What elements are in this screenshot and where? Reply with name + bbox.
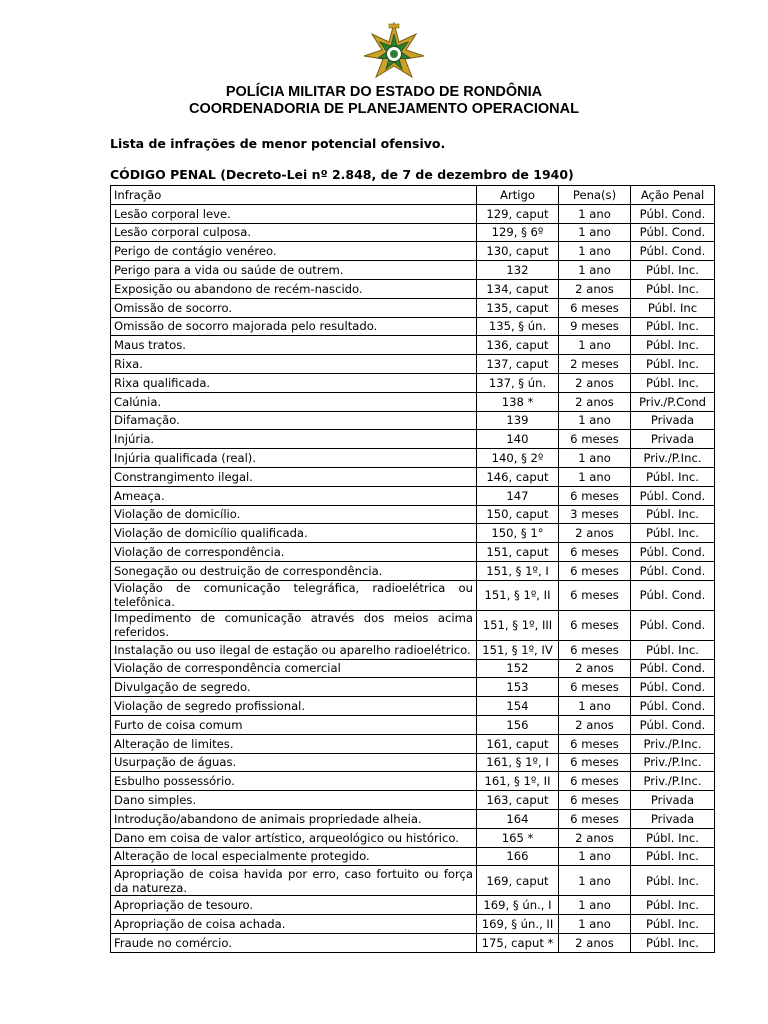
- cell-acao-penal: Públ. Cond.: [631, 543, 715, 562]
- cell-artigo: 169, § ún., II: [477, 915, 559, 934]
- table-row: [111, 261, 715, 280]
- column-header-pena: Pena(s): [559, 186, 631, 205]
- cell-artigo: 135, § ún.: [477, 317, 559, 336]
- cell-pena: 6 meses: [559, 486, 631, 505]
- cell-pena: 1 ano: [559, 697, 631, 716]
- cell-acao-penal: Priv./P.Inc.: [631, 753, 715, 772]
- cell-infracao: Calúnia.: [111, 392, 477, 411]
- cell-infracao: Furto de coisa comum: [111, 715, 477, 734]
- cell-infracao: Apropriação de coisa havida por erro, caso fortuito ou força da natureza.: [111, 866, 477, 896]
- cell-infracao: Violação de comunicação telegráfica, radioelétrica ou telefônica.: [111, 580, 477, 610]
- cell-pena: 2 anos: [559, 373, 631, 392]
- cell-acao-penal: Públ. Cond.: [631, 561, 715, 580]
- table-row: [111, 467, 715, 486]
- cell-artigo: 153: [477, 678, 559, 697]
- cell-acao-penal: Públ. Inc.: [631, 915, 715, 934]
- cell-pena: 1 ano: [559, 449, 631, 468]
- cell-acao-penal: Públ. Cond.: [631, 697, 715, 716]
- cell-pena: 9 meses: [559, 317, 631, 336]
- cell-pena: 2 anos: [559, 279, 631, 298]
- table-row: [111, 355, 715, 374]
- cell-acao-penal: Públ. Inc.: [631, 896, 715, 915]
- cell-pena: 2 meses: [559, 355, 631, 374]
- cell-pena: 6 meses: [559, 298, 631, 317]
- cell-pena: 6 meses: [559, 580, 631, 610]
- cell-pena: 6 meses: [559, 772, 631, 791]
- cell-infracao: Violação de domicílio qualificada.: [111, 524, 477, 543]
- cell-artigo: 129, § 6º: [477, 223, 559, 242]
- cell-pena: 2 anos: [559, 715, 631, 734]
- cell-artigo: 146, caput: [477, 467, 559, 486]
- cell-acao-penal: Priv./P.Cond: [631, 392, 715, 411]
- cell-pena: 1 ano: [559, 242, 631, 261]
- cell-infracao: Introdução/abandono de animais propriedade alheia.: [111, 809, 477, 828]
- cell-artigo: 151, § 1º, III: [477, 610, 559, 640]
- cell-acao-penal: Públ. Inc.: [631, 828, 715, 847]
- cell-acao-penal: Públ. Cond.: [631, 242, 715, 261]
- cell-infracao: Rixa.: [111, 355, 477, 374]
- cell-pena: 1 ano: [559, 866, 631, 896]
- cell-acao-penal: Privada: [631, 809, 715, 828]
- table-row: [111, 828, 715, 847]
- cell-artigo: 151, § 1º, I: [477, 561, 559, 580]
- table-row: [111, 772, 715, 791]
- cell-infracao: Apropriação de tesouro.: [111, 896, 477, 915]
- cell-artigo: 164: [477, 809, 559, 828]
- cell-acao-penal: Públ. Inc.: [631, 317, 715, 336]
- cell-artigo: 156: [477, 715, 559, 734]
- cell-artigo: 137, § ún.: [477, 373, 559, 392]
- table-row: [111, 392, 715, 411]
- table-row: [111, 753, 715, 772]
- cell-pena: 1 ano: [559, 204, 631, 223]
- infractions-table: [110, 185, 715, 953]
- table-row: [111, 223, 715, 242]
- cell-acao-penal: Públ. Cond.: [631, 486, 715, 505]
- cell-pena: 1 ano: [559, 467, 631, 486]
- cell-infracao: Injúria.: [111, 430, 477, 449]
- cell-acao-penal: Públ. Inc.: [631, 866, 715, 896]
- cell-infracao: Injúria qualificada (real).: [111, 449, 477, 468]
- cell-infracao: Lesão corporal culposa.: [111, 223, 477, 242]
- table-row: [111, 659, 715, 678]
- cell-acao-penal: Públ. Cond.: [631, 204, 715, 223]
- table-row: [111, 915, 715, 934]
- cell-pena: 6 meses: [559, 678, 631, 697]
- column-header-artigo: Artigo: [477, 186, 559, 205]
- cell-infracao: Alteração de local especialmente protegido.: [111, 847, 477, 866]
- table-row: [111, 734, 715, 753]
- cell-pena: 6 meses: [559, 561, 631, 580]
- table-row: [111, 373, 715, 392]
- cell-pena: 2 anos: [559, 933, 631, 952]
- cell-pena: 1 ano: [559, 336, 631, 355]
- cell-acao-penal: Públ. Cond.: [631, 678, 715, 697]
- table-row: [111, 317, 715, 336]
- cell-acao-penal: Públ. Inc.: [631, 279, 715, 298]
- cell-artigo: 135, caput: [477, 298, 559, 317]
- column-header-infracao: Infração: [111, 186, 477, 205]
- cell-pena: 2 anos: [559, 828, 631, 847]
- table-row: [111, 678, 715, 697]
- cell-pena: 6 meses: [559, 430, 631, 449]
- table-row: [111, 430, 715, 449]
- cell-pena: 1 ano: [559, 411, 631, 430]
- cell-infracao: Violação de segredo profissional.: [111, 697, 477, 716]
- cell-infracao: Esbulho possessório.: [111, 772, 477, 791]
- cell-infracao: Violação de correspondência.: [111, 543, 477, 562]
- cell-acao-penal: Priv./P.Inc.: [631, 772, 715, 791]
- table-row: [111, 524, 715, 543]
- cell-pena: 2 anos: [559, 392, 631, 411]
- cell-acao-penal: Públ. Inc.: [631, 336, 715, 355]
- cell-acao-penal: Públ. Inc.: [631, 847, 715, 866]
- cell-pena: 1 ano: [559, 223, 631, 242]
- cell-pena: 6 meses: [559, 610, 631, 640]
- cell-acao-penal: Públ. Inc.: [631, 467, 715, 486]
- cell-artigo: 140: [477, 430, 559, 449]
- cell-artigo: 166: [477, 847, 559, 866]
- table-row: [111, 791, 715, 810]
- cell-infracao: Sonegação ou destruição de correspondência.: [111, 561, 477, 580]
- cell-artigo: 165 *: [477, 828, 559, 847]
- cell-infracao: Dano simples.: [111, 791, 477, 810]
- table-row: [111, 543, 715, 562]
- table-row: [111, 610, 715, 640]
- cell-infracao: Maus tratos.: [111, 336, 477, 355]
- column-header-acao-penal: Ação Penal: [631, 186, 715, 205]
- cell-acao-penal: Públ. Inc.: [631, 640, 715, 659]
- cell-artigo: 161, caput: [477, 734, 559, 753]
- table-row: [111, 449, 715, 468]
- list-subtitle: Lista de infrações de menor potencial ofensivo.: [110, 136, 446, 151]
- cell-pena: 6 meses: [559, 809, 631, 828]
- table-row: [111, 640, 715, 659]
- table-row: [111, 505, 715, 524]
- cell-infracao: Perigo de contágio venéreo.: [111, 242, 477, 261]
- header-line-2: COORDENADORIA DE PLANEJAMENTO OPERACIONAL: [189, 101, 579, 117]
- cell-infracao: Alteração de limites.: [111, 734, 477, 753]
- cell-infracao: Violação de domicílio.: [111, 505, 477, 524]
- table-row: [111, 715, 715, 734]
- table-row: [111, 242, 715, 261]
- table-row: [111, 580, 715, 610]
- cell-acao-penal: Públ. Cond.: [631, 659, 715, 678]
- cell-acao-penal: Privada: [631, 430, 715, 449]
- cell-acao-penal: Públ. Cond.: [631, 223, 715, 242]
- cell-infracao: Omissão de socorro majorada pelo resultado.: [111, 317, 477, 336]
- cell-infracao: Apropriação de coisa achada.: [111, 915, 477, 934]
- cell-pena: 3 meses: [559, 505, 631, 524]
- cell-artigo: 137, caput: [477, 355, 559, 374]
- table-row: [111, 896, 715, 915]
- cell-artigo: 151, caput: [477, 543, 559, 562]
- cell-acao-penal: Públ. Inc.: [631, 373, 715, 392]
- cell-artigo: 138 *: [477, 392, 559, 411]
- cell-pena: 1 ano: [559, 847, 631, 866]
- cell-pena: 1 ano: [559, 915, 631, 934]
- cell-artigo: 150, § 1°: [477, 524, 559, 543]
- table-header-row: [111, 186, 715, 205]
- table-row: [111, 298, 715, 317]
- cell-infracao: Omissão de socorro.: [111, 298, 477, 317]
- cell-artigo: 136, caput: [477, 336, 559, 355]
- table-row: [111, 411, 715, 430]
- cell-artigo: 175, caput *: [477, 933, 559, 952]
- document-header: [0, 84, 768, 118]
- header-line-1: POLÍCIA MILITAR DO ESTADO DE RONDÔNIA: [225, 84, 543, 100]
- cell-infracao: Impedimento de comunicação através dos meios acima referidos.: [111, 610, 477, 640]
- cell-acao-penal: Públ. Inc.: [631, 355, 715, 374]
- cell-acao-penal: Priv./P.Inc.: [631, 734, 715, 753]
- cell-artigo: 140, § 2º: [477, 449, 559, 468]
- cell-acao-penal: Públ. Inc.: [631, 505, 715, 524]
- cell-infracao: Constrangimento ilegal.: [111, 467, 477, 486]
- table-row: [111, 336, 715, 355]
- table-row: [111, 204, 715, 223]
- section-title: CÓDIGO PENAL (Decreto-Lei nº 2.848, de 7 de dezembro de 1940): [110, 167, 574, 182]
- cell-artigo: 161, § 1º, II: [477, 772, 559, 791]
- cell-pena: 6 meses: [559, 640, 631, 659]
- cell-artigo: 152: [477, 659, 559, 678]
- cell-artigo: 130, caput: [477, 242, 559, 261]
- cell-acao-penal: Públ. Cond.: [631, 610, 715, 640]
- cell-pena: 6 meses: [559, 753, 631, 772]
- cell-acao-penal: Públ. Inc: [631, 298, 715, 317]
- cell-infracao: Difamação.: [111, 411, 477, 430]
- cell-infracao: Dano em coisa de valor artístico, arqueológico ou histórico.: [111, 828, 477, 847]
- cell-acao-penal: Públ. Inc.: [631, 261, 715, 280]
- cell-artigo: 169, caput: [477, 866, 559, 896]
- cell-infracao: Fraude no comércio.: [111, 933, 477, 952]
- cell-pena: 2 anos: [559, 524, 631, 543]
- cell-infracao: Lesão corporal leve.: [111, 204, 477, 223]
- table-row: [111, 561, 715, 580]
- cell-infracao: Usurpação de águas.: [111, 753, 477, 772]
- table-row: [111, 279, 715, 298]
- cell-acao-penal: Públ. Cond.: [631, 580, 715, 610]
- cell-pena: 6 meses: [559, 734, 631, 753]
- cell-artigo: 169, § ún., I: [477, 896, 559, 915]
- cell-infracao: Perigo para a vida ou saúde de outrem.: [111, 261, 477, 280]
- cell-artigo: 132: [477, 261, 559, 280]
- cell-infracao: Instalação ou uso ilegal de estação ou aparelho radioelétrico.: [111, 640, 477, 659]
- cell-artigo: 151, § 1º, IV: [477, 640, 559, 659]
- table-row: [111, 809, 715, 828]
- cell-artigo: 134, caput: [477, 279, 559, 298]
- cell-infracao: Violação de correspondência comercial: [111, 659, 477, 678]
- cell-acao-penal: Públ. Cond.: [631, 715, 715, 734]
- cell-artigo: 147: [477, 486, 559, 505]
- cell-artigo: 139: [477, 411, 559, 430]
- cell-acao-penal: Privada: [631, 411, 715, 430]
- cell-artigo: 154: [477, 697, 559, 716]
- cell-acao-penal: Privada: [631, 791, 715, 810]
- cell-infracao: Ameaça.: [111, 486, 477, 505]
- table-row: [111, 486, 715, 505]
- cell-pena: 1 ano: [559, 896, 631, 915]
- cell-infracao: Exposição ou abandono de recém-nascido.: [111, 279, 477, 298]
- cell-infracao: Divulgação de segredo.: [111, 678, 477, 697]
- cell-artigo: 151, § 1º, II: [477, 580, 559, 610]
- cell-pena: 1 ano: [559, 261, 631, 280]
- table-row: [111, 866, 715, 896]
- cell-pena: 6 meses: [559, 543, 631, 562]
- cell-artigo: 150, caput: [477, 505, 559, 524]
- cell-artigo: 129, caput: [477, 204, 559, 223]
- cell-acao-penal: Priv./P.Inc.: [631, 449, 715, 468]
- cell-pena: 2 anos: [559, 659, 631, 678]
- cell-acao-penal: Públ. Inc.: [631, 524, 715, 543]
- cell-acao-penal: Públ. Inc.: [631, 933, 715, 952]
- table-row: [111, 697, 715, 716]
- table-row: [111, 933, 715, 952]
- table-row: [111, 847, 715, 866]
- cell-artigo: 163, caput: [477, 791, 559, 810]
- police-crest-icon: [362, 22, 426, 84]
- cell-infracao: Rixa qualificada.: [111, 373, 477, 392]
- cell-pena: 6 meses: [559, 791, 631, 810]
- cell-artigo: 161, § 1º, I: [477, 753, 559, 772]
